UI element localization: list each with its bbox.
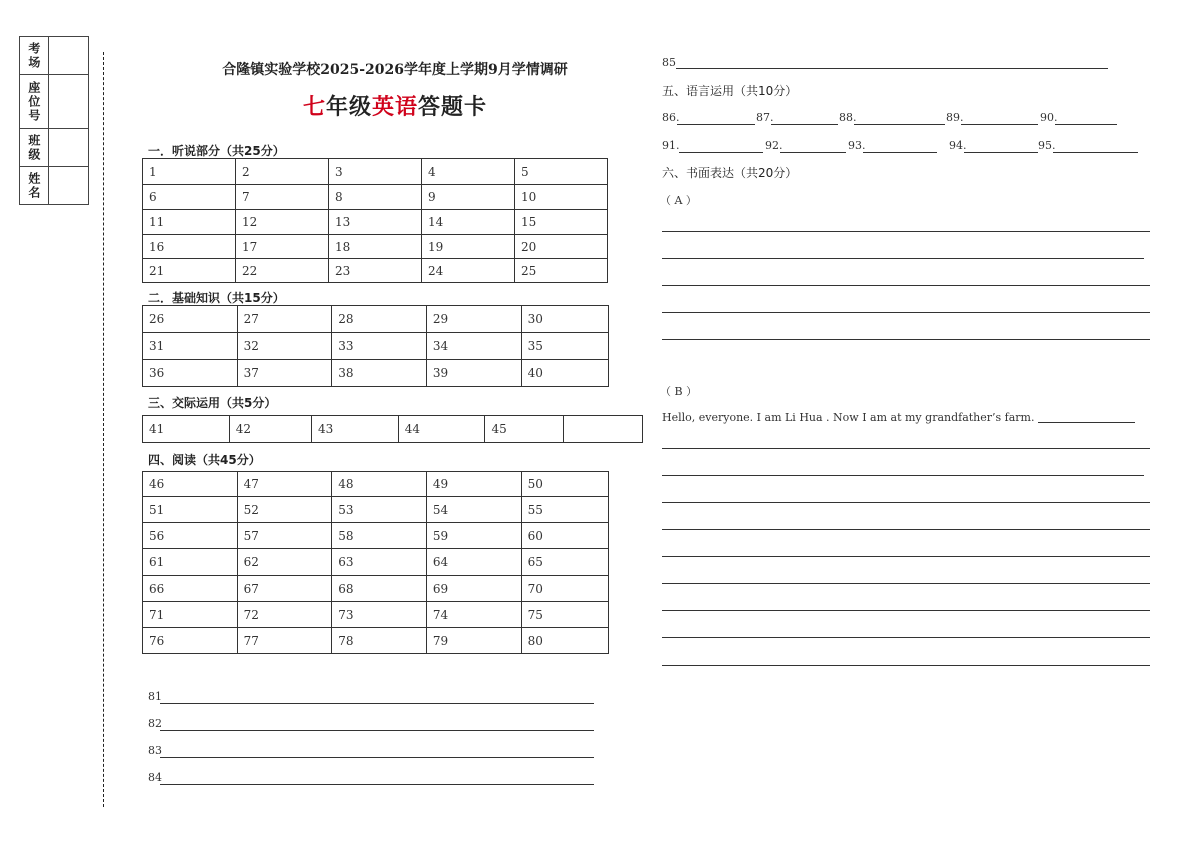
answer-underline[interactable]	[854, 124, 945, 125]
answer-cell[interactable]: 47	[237, 472, 332, 497]
answer-cell[interactable]: 5	[515, 159, 608, 185]
answer-cell[interactable]: 79	[426, 628, 521, 654]
answer-underline[interactable]	[780, 152, 846, 153]
blank-label: 94.	[949, 139, 967, 152]
exam-room-label: 考场	[20, 37, 49, 75]
answer-cell[interactable]: 59	[426, 523, 521, 549]
answer-cell[interactable]: 80	[521, 628, 608, 654]
answer-cell[interactable]: 69	[426, 576, 521, 602]
fill-line[interactable]	[148, 690, 162, 703]
answer-cell[interactable]: 12	[236, 210, 329, 235]
answer-cell[interactable]: 37	[237, 360, 332, 387]
answer-cell[interactable]: 48	[332, 472, 427, 497]
answer-cell[interactable]: 39	[426, 360, 521, 387]
answer-cell[interactable]: 58	[332, 523, 427, 549]
answer-cell[interactable]: 26	[143, 306, 238, 333]
answer-cell[interactable]: 53	[332, 497, 427, 523]
answer-cell[interactable]: 68	[332, 576, 427, 602]
writing-line[interactable]	[662, 583, 1150, 584]
answer-cell[interactable]: 21	[143, 259, 236, 283]
seat-number-label: 座位号	[20, 75, 49, 129]
answer-cell[interactable]: 40	[521, 360, 608, 387]
answer-cell[interactable]: 38	[332, 360, 427, 387]
answer-cell[interactable]: 45	[485, 416, 564, 443]
student-info-box	[19, 36, 89, 205]
answer-cell[interactable]: 50	[521, 472, 608, 497]
answer-cell[interactable]: 22	[236, 259, 329, 283]
writing-prompt: Hello, everyone. I am Li Hua . Now I am at my grandfather’s farm.	[662, 411, 1035, 424]
writing-line[interactable]	[662, 231, 1150, 232]
writing-line[interactable]	[662, 556, 1150, 557]
answer-underline	[160, 730, 594, 731]
blank-label: 89.	[946, 111, 964, 124]
answer-cell[interactable]: 72	[237, 602, 332, 628]
line-number: 82	[148, 717, 162, 730]
answer-cell[interactable]: 8	[329, 185, 422, 210]
writing-line[interactable]	[662, 258, 1144, 259]
answer-row	[143, 416, 643, 443]
answer-row	[143, 159, 608, 185]
answer-underline[interactable]	[1055, 124, 1117, 125]
answer-cell[interactable]: 10	[515, 185, 608, 210]
answer-row	[143, 360, 609, 387]
name-label: 姓名	[20, 167, 49, 205]
answer-row	[143, 602, 609, 628]
answer-underline	[160, 757, 594, 758]
answer-row	[143, 306, 609, 333]
answer-cell[interactable]: 32	[237, 333, 332, 360]
line-number: 84	[148, 771, 162, 784]
answer-cell[interactable]: 9	[422, 185, 515, 210]
fill-line[interactable]	[148, 744, 162, 757]
answer-underline[interactable]	[677, 124, 755, 125]
answer-cell[interactable]: 31	[143, 333, 238, 360]
answer-cell[interactable]: 7	[236, 185, 329, 210]
writing-line[interactable]	[662, 448, 1150, 449]
blank-label: 95.	[1038, 139, 1056, 152]
answer-cell[interactable]: 6	[143, 185, 236, 210]
answer-cell[interactable]: 65	[521, 549, 608, 576]
section-language-heading: 五、语言运用（共10分）	[662, 84, 798, 98]
answer-row	[143, 210, 608, 235]
answer-cell[interactable]: 51	[143, 497, 238, 523]
writing-line[interactable]	[662, 475, 1144, 476]
blank-label: 88.	[839, 111, 857, 124]
listening-answer-table	[142, 158, 608, 283]
blank-label: 91.	[662, 139, 680, 152]
answer-cell[interactable]: 19	[422, 235, 515, 259]
answer-underline	[160, 784, 594, 785]
answer-row	[143, 576, 609, 602]
answer-underline[interactable]	[961, 124, 1038, 125]
answer-cell[interactable]: 24	[422, 259, 515, 283]
answer-cell[interactable]: 43	[311, 416, 398, 443]
answer-cell[interactable]: 60	[521, 523, 608, 549]
section-reading-heading: 四、阅读（共45分）	[148, 453, 261, 467]
answer-cell[interactable]: 66	[143, 576, 238, 602]
writing-line[interactable]	[662, 529, 1150, 530]
line-number: 83	[148, 744, 162, 757]
fill-line[interactable]	[148, 717, 162, 730]
fill-line[interactable]	[148, 771, 162, 784]
blank-label: 86.	[662, 111, 680, 124]
answer-cell[interactable]: 11	[143, 210, 236, 235]
answer-underline	[676, 68, 1108, 69]
answer-cell[interactable]: 41	[143, 416, 230, 443]
answer-cell[interactable]: 71	[143, 602, 238, 628]
answer-cell[interactable]: 34	[426, 333, 521, 360]
writing-line[interactable]	[662, 312, 1150, 313]
answer-underline[interactable]	[863, 152, 937, 153]
answer-underline[interactable]	[771, 124, 838, 125]
answer-row	[143, 497, 609, 523]
class-field[interactable]	[48, 129, 88, 167]
answer-cell[interactable]: 73	[332, 602, 427, 628]
answer-cell[interactable]: 44	[398, 416, 485, 443]
answer-cell[interactable]: 62	[237, 549, 332, 576]
answer-cell[interactable]: 23	[329, 259, 422, 283]
answer-cell[interactable]: 54	[426, 497, 521, 523]
answer-cell[interactable]: 63	[332, 549, 427, 576]
card-word: 答题卡	[418, 95, 488, 120]
answer-row	[143, 628, 609, 654]
answer-cell[interactable]: 78	[332, 628, 427, 654]
seat-number-field[interactable]	[48, 75, 88, 129]
answer-cell[interactable]	[564, 416, 643, 443]
writing-part-b-label: （ B ）	[660, 385, 698, 398]
answer-underline[interactable]	[1053, 152, 1138, 153]
answer-row	[143, 333, 609, 360]
answer-cell[interactable]: 42	[229, 416, 311, 443]
section-writing-heading: 六、书面表达（共20分）	[662, 166, 798, 180]
answer-cell[interactable]: 49	[426, 472, 521, 497]
blank-label: 92.	[765, 139, 783, 152]
answer-cell[interactable]: 75	[521, 602, 608, 628]
answer-cell[interactable]: 15	[515, 210, 608, 235]
answer-cell[interactable]: 35	[521, 333, 608, 360]
class-label: 班级	[20, 129, 49, 167]
basics-answer-table	[142, 305, 609, 387]
answer-cell[interactable]: 70	[521, 576, 608, 602]
blank-label: 87.	[756, 111, 774, 124]
line-number: 85	[662, 56, 676, 69]
blank-label: 93.	[848, 139, 866, 152]
answer-cell[interactable]: 28	[332, 306, 427, 333]
answer-cell[interactable]: 27	[237, 306, 332, 333]
answer-cell[interactable]: 46	[143, 472, 238, 497]
answer-cell[interactable]: 4	[422, 159, 515, 185]
exam-room-field[interactable]	[48, 37, 88, 75]
answer-underline[interactable]	[964, 152, 1038, 153]
answer-cell[interactable]: 74	[426, 602, 521, 628]
line-number: 81	[148, 690, 162, 703]
communication-answer-table	[142, 415, 643, 443]
answer-row	[143, 472, 609, 497]
answer-row	[143, 549, 609, 576]
answer-cell[interactable]: 20	[515, 235, 608, 259]
writing-line[interactable]	[662, 610, 1150, 611]
fill-line[interactable]	[662, 56, 676, 69]
answer-row	[143, 235, 608, 259]
answer-card-title	[150, 90, 640, 121]
answer-cell[interactable]: 55	[521, 497, 608, 523]
answer-cell[interactable]: 16	[143, 235, 236, 259]
answer-cell[interactable]: 56	[143, 523, 238, 549]
answer-row	[143, 185, 608, 210]
answer-cell[interactable]: 52	[237, 497, 332, 523]
answer-cell[interactable]: 36	[143, 360, 238, 387]
writing-line[interactable]	[1038, 422, 1135, 423]
answer-cell[interactable]: 1	[143, 159, 236, 185]
answer-cell[interactable]: 76	[143, 628, 238, 654]
section-listening-heading: 一．听说部分（共25分）	[148, 144, 285, 158]
writing-part-a-label: （ A ）	[660, 194, 697, 207]
answer-cell[interactable]: 33	[332, 333, 427, 360]
answer-cell[interactable]: 3	[329, 159, 422, 185]
writing-line[interactable]	[662, 339, 1150, 340]
answer-cell[interactable]: 29	[426, 306, 521, 333]
writing-line[interactable]	[662, 637, 1150, 638]
name-field[interactable]	[48, 167, 88, 205]
grade-number: 七	[302, 95, 326, 120]
answer-cell[interactable]: 13	[329, 210, 422, 235]
answer-cell[interactable]: 30	[521, 306, 608, 333]
blank-label: 90.	[1040, 111, 1058, 124]
writing-line[interactable]	[662, 285, 1150, 286]
section-communication-heading: 三、交际运用（共5分）	[148, 396, 277, 410]
section-basics-heading: 二．基础知识（共15分）	[148, 291, 285, 305]
answer-row	[143, 259, 608, 283]
answer-cell[interactable]: 17	[236, 235, 329, 259]
answer-underline[interactable]	[679, 152, 763, 153]
answer-cell[interactable]: 2	[236, 159, 329, 185]
writing-line[interactable]	[662, 665, 1150, 666]
writing-line[interactable]	[662, 502, 1150, 503]
answer-row	[143, 523, 609, 549]
answer-cell[interactable]: 61	[143, 549, 238, 576]
answer-cell[interactable]: 14	[422, 210, 515, 235]
answer-cell[interactable]: 64	[426, 549, 521, 576]
cut-line	[103, 52, 104, 807]
reading-answer-table	[142, 471, 609, 654]
page-title: 合隆镇实验学校2025-2026学年度上学期9月学情调研	[222, 62, 568, 78]
answer-underline	[160, 703, 594, 704]
answer-cell[interactable]: 25	[515, 259, 608, 283]
answer-cell[interactable]: 67	[237, 576, 332, 602]
grade-word: 年级	[325, 95, 372, 120]
answer-cell[interactable]: 18	[329, 235, 422, 259]
answer-cell[interactable]: 57	[237, 523, 332, 549]
subject-name: 英语	[372, 95, 419, 120]
answer-cell[interactable]: 77	[237, 628, 332, 654]
